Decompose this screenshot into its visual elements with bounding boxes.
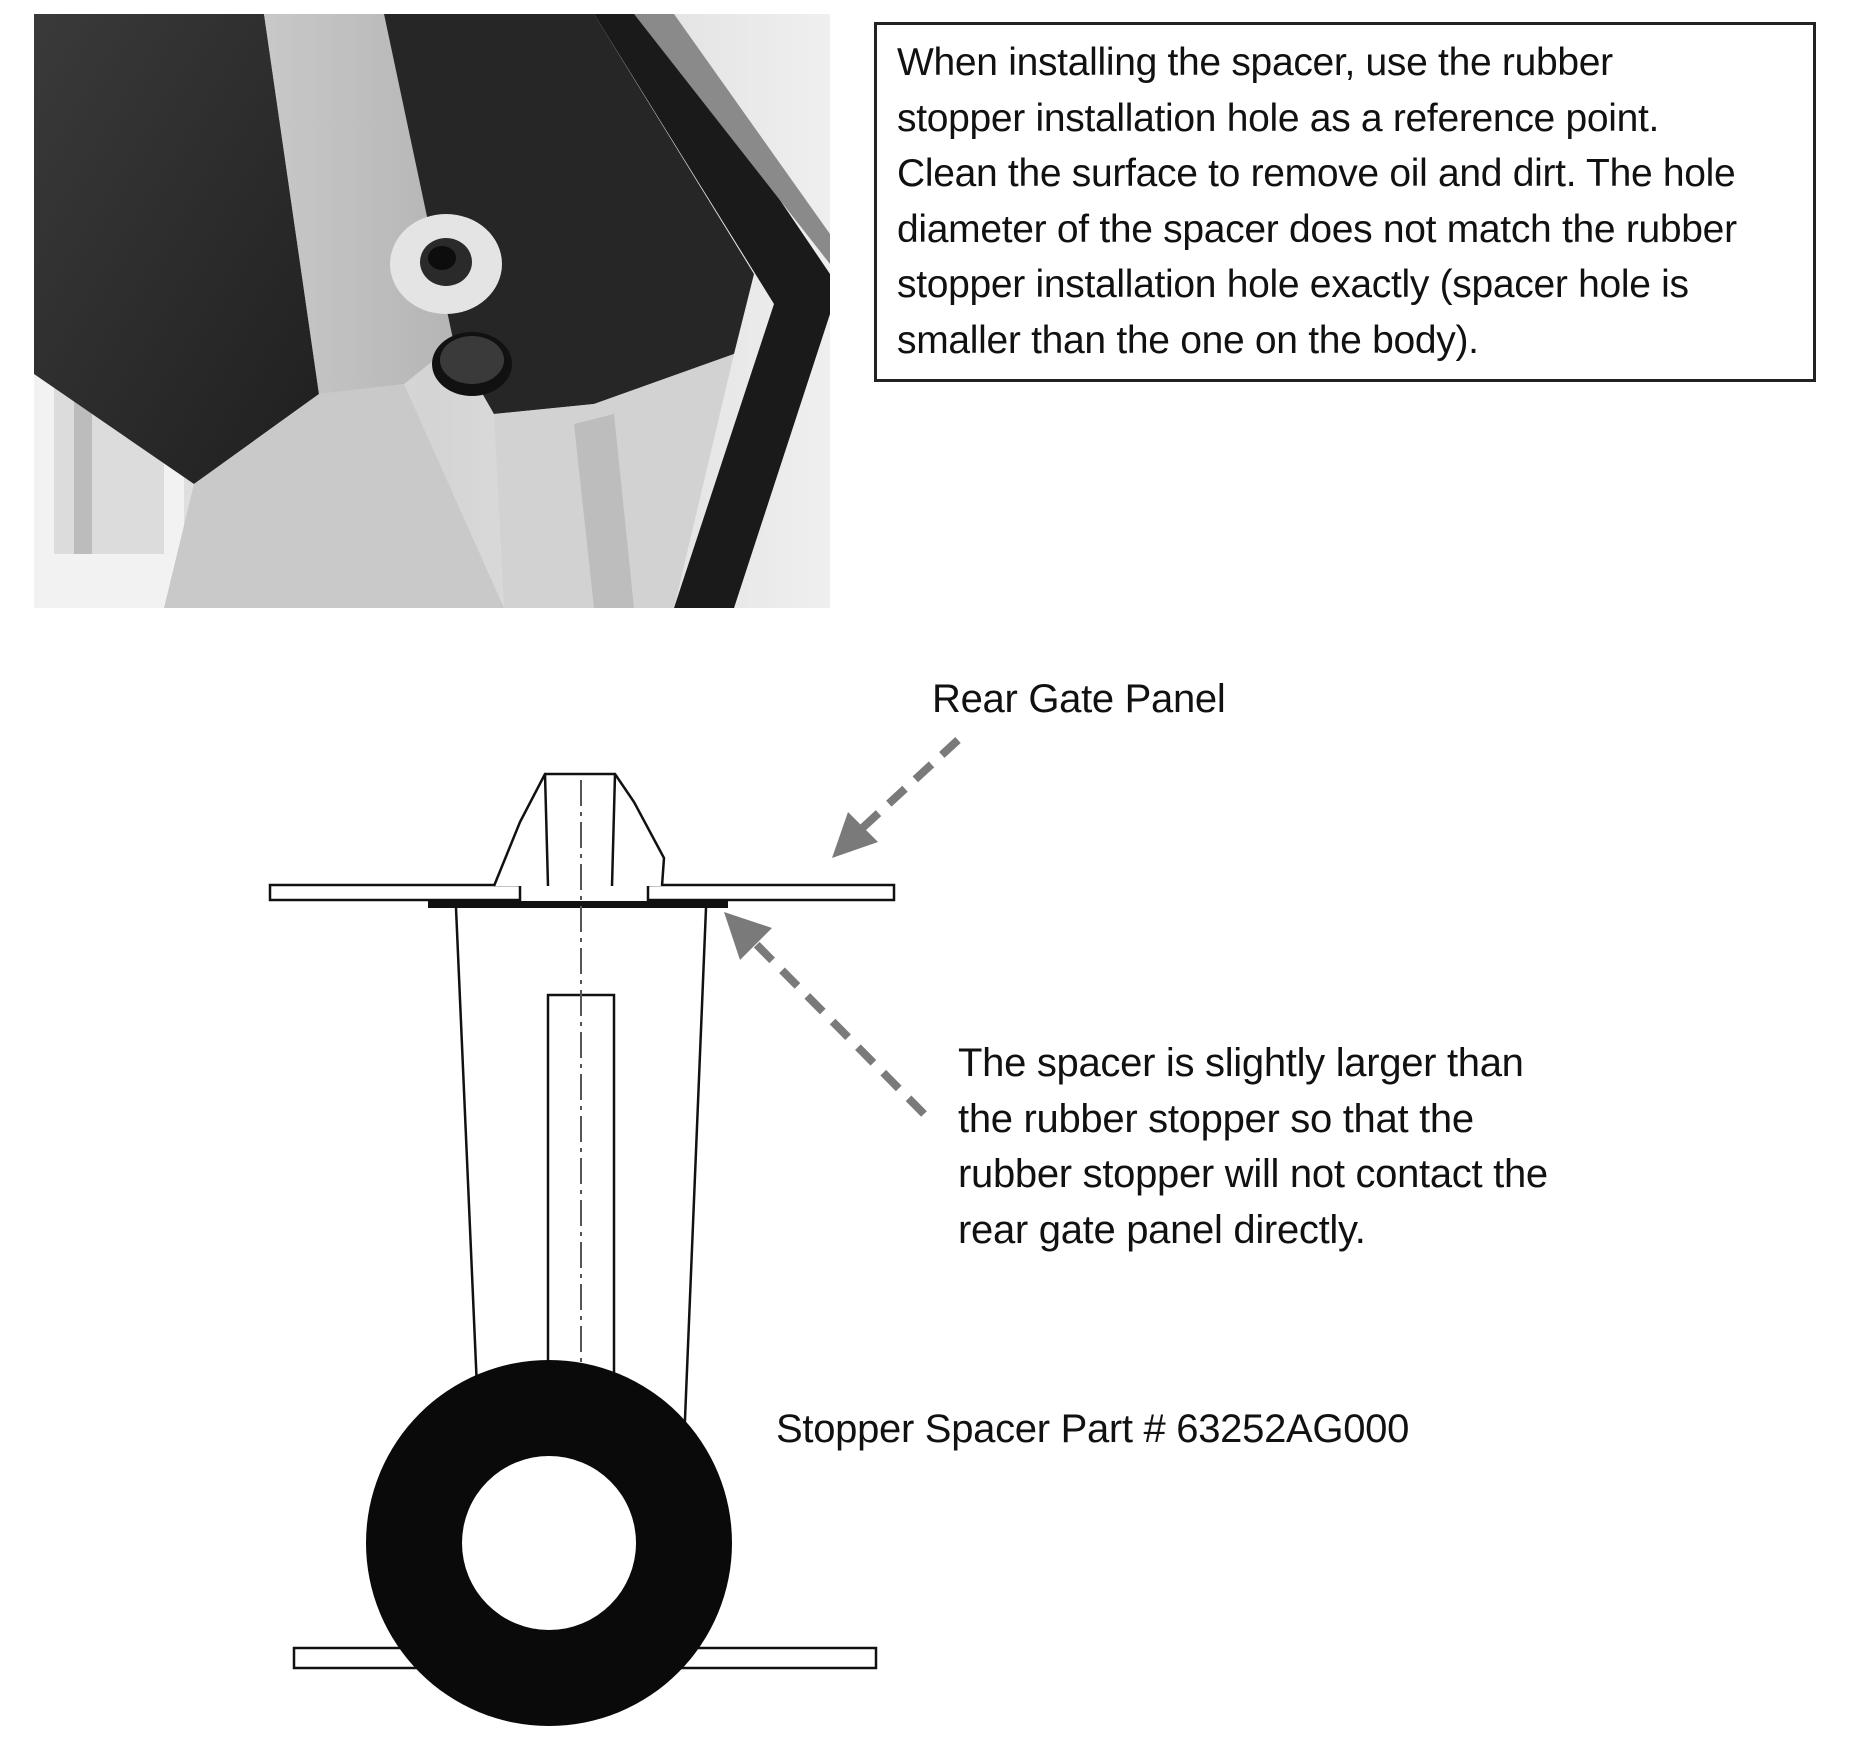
spacer-note-line: the rubber stopper so that the	[958, 1096, 1474, 1141]
rear-gate-panel-label: Rear Gate Panel	[932, 677, 1226, 721]
spacer-arrow-line	[754, 942, 924, 1114]
rear-gate-panel-left	[270, 885, 520, 900]
stopper-spacer-section	[428, 901, 728, 908]
installation-photo	[34, 14, 830, 608]
note-line: stopper installation hole exactly (spacer hole is	[897, 263, 1689, 306]
rear-gate-arrow-line	[858, 740, 958, 832]
cross-section-diagram	[0, 640, 1849, 1753]
part-number-label: Stopper Spacer Part # 63252AG000	[776, 1407, 1410, 1451]
note-line: diameter of the spacer does not match the rubber	[897, 207, 1737, 251]
spacer-note-line: rear gate panel directly.	[958, 1207, 1366, 1252]
rear-gate-panel-right	[648, 885, 894, 900]
note-line: Clean the surface to remove oil and dirt. The hole	[897, 152, 1736, 195]
spacer-note-line: The spacer is slightly larger than	[958, 1041, 1524, 1085]
spacer-explanation	[958, 1036, 1548, 1258]
installation-note	[874, 22, 1816, 382]
note-line: stopper installation hole as a reference point.	[897, 96, 1660, 140]
spacer-note-line: rubber stopper will not contact the	[958, 1152, 1548, 1196]
note-line: When installing the spacer, use the rubber	[897, 41, 1613, 84]
note-line: smaller than the one on the body).	[897, 318, 1479, 362]
body-panel	[294, 1648, 876, 1668]
rubber-stopper-head	[494, 774, 664, 886]
